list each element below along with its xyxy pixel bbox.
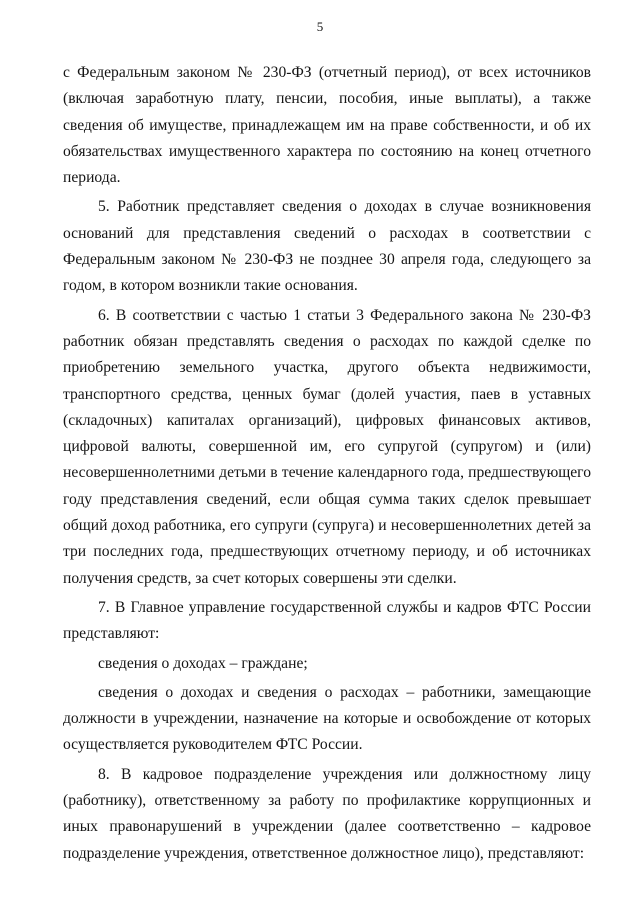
paragraph-item-7-incomes: сведения о доходах – граждане;	[98, 654, 308, 672]
document-body	[63, 60, 591, 867]
paragraph-item-8: 8. В кадровое подразделение учреждения или должностному лицу (работнику), ответственному за работу по профилактике коррупционных и иных правонарушений в учреждении (далее соответственно – кадровое подразделение учреждения, ответственное должностное лицо), представляют:	[63, 765, 591, 862]
paragraph-continuation: с Федеральным законом № 230-ФЗ (отчетный период), от всех источников (включая заработную плату, пенсии, пособия, иные выплаты), а также сведения об имуществе, принадлежащем им на праве собственности, и об их обязательствах имущественного характера по состоянию на конец отчетного периода.	[63, 64, 591, 187]
page-number: 5	[316, 19, 324, 34]
paragraph-item-7-expenses: сведения о доходах и сведения о расходах – работники, замещающие должности в учреждении, назначение на которые и освобождение от которых осуществляется руководителем ФТС России.	[63, 683, 591, 754]
paragraph-item-6: 6. В соответствии с частью 1 статьи 3 Федерального закона № 230-ФЗ работник обязан представлять сведения о расходах по каждой сделке по приобретению земельного участка, другого объекта недвижимости, транспортного средства, ценных бумаг (долей участия, паев в уставных (складочных) капиталах организаций), цифровых финансовых активов, цифровой валюты, совершенной им, его супругой (супругом) и (или) несовершеннолетними детьми в течение календарного года, предшествующего году представления сведений, если общая сумма таких сделок превышает общий доход работника, его супруги (супруга) и несовершеннолетних детей за три последних года, предшествующих отчетному периоду, и об источниках получения средств, за счет которых совершены эти сделки.	[63, 306, 591, 587]
paragraph-item-7: 7. В Главное управление государственной службы и кадров ФТС России представляют:	[63, 598, 591, 643]
paragraph-item-5: 5. Работник представляет сведения о доходах в случае возникновения оснований для представления сведений о расходах в соответствии с Федеральным законом № 230-ФЗ не позднее 30 апреля года, следующего за годом, в котором возникли такие основания.	[63, 198, 591, 295]
